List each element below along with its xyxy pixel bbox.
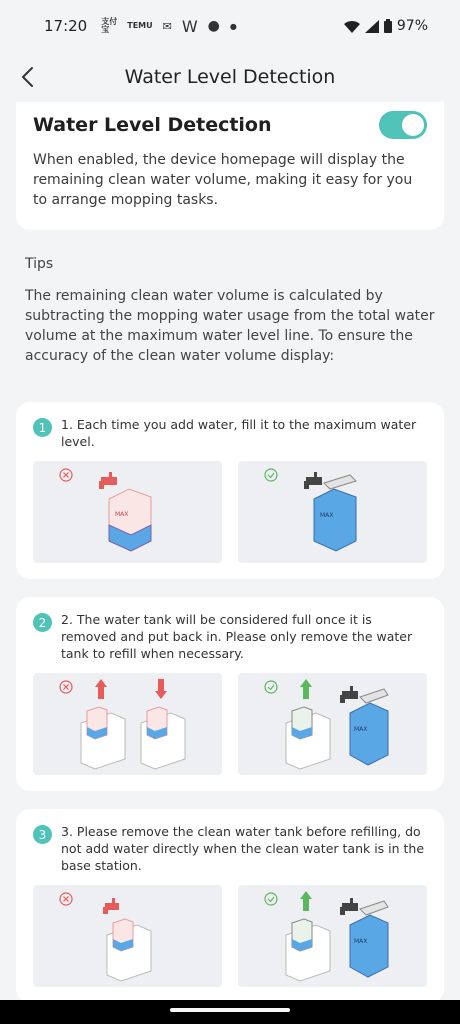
tips-label: Tips	[25, 256, 54, 272]
step-number: 1	[33, 418, 52, 437]
step-text: 3. Please remove the clean water tank before refilling, do not add water directly when the clean water tank is in the base station.	[61, 824, 425, 873]
water-tank	[350, 689, 388, 765]
water-tank	[109, 489, 151, 551]
cross-icon	[60, 681, 72, 693]
right-example-image	[238, 461, 427, 563]
step-card-2	[16, 597, 444, 791]
base-station	[81, 679, 125, 769]
step-number: 3	[33, 825, 52, 844]
app-header	[0, 52, 460, 102]
base-station	[107, 919, 151, 981]
status-time: 17:20	[44, 17, 88, 35]
cross-icon	[60, 893, 72, 905]
arrow-down-icon	[155, 679, 167, 699]
feature-description: When enabled, the device homepage will display the remaining clean water volume, making it easy for you to arrange mopping tasks.	[33, 152, 413, 208]
right-example-image	[238, 673, 427, 775]
w-app-icon: W	[181, 16, 198, 36]
svg-text:MAX: MAX	[115, 511, 129, 518]
wifi-icon	[344, 20, 360, 33]
signal-icon	[365, 20, 379, 33]
feature-card	[16, 102, 444, 230]
step-number: 2	[33, 613, 52, 632]
right-example-image	[238, 885, 427, 987]
arrow-up-icon	[300, 891, 312, 911]
chevron-left-icon	[20, 66, 34, 88]
notification-icons	[101, 17, 237, 36]
navigation-bar	[0, 1000, 460, 1024]
battery-icon	[384, 19, 392, 33]
mail-icon: ✉	[162, 19, 172, 33]
wrong-example-image	[33, 461, 222, 563]
base-station	[141, 679, 185, 769]
status-right	[344, 18, 428, 34]
check-icon	[265, 893, 277, 905]
back-button[interactable]	[12, 62, 42, 92]
tips-body: The remaining clean water volume is calculated by subtracting the mopping water usage from the total water volume at the maximum water level line. To ensure the accuracy of the clean water volume display:	[25, 288, 435, 364]
step-text: 2. The water tank will be considered full once it is removed and put back in. Please only remove the water tank to refill when necessary.	[61, 612, 413, 661]
feature-title: Water Level Detection	[33, 114, 272, 136]
faucet-icon	[103, 898, 119, 914]
step-card-1	[16, 402, 444, 579]
toggle-knob	[402, 114, 424, 136]
svg-text:MAX: MAX	[354, 938, 368, 945]
alipay-icon: 支付 宝	[101, 17, 118, 34]
svg-text:MAX: MAX	[320, 512, 334, 519]
home-gesture-handle[interactable]	[170, 1008, 290, 1012]
water-tank	[350, 901, 388, 977]
faucet-icon	[340, 898, 358, 915]
dot-icon: ●	[229, 21, 237, 31]
faucet-icon	[340, 686, 358, 703]
faucet-icon	[304, 472, 322, 489]
wrong-example-image	[33, 885, 222, 987]
water-level-toggle[interactable]	[379, 111, 427, 139]
step-card-3	[16, 809, 444, 1003]
page-title: Water Level Detection	[124, 66, 336, 88]
step-text: 1. Each time you add water, fill it to the maximum water level.	[61, 417, 417, 449]
arrow-up-icon	[95, 679, 107, 699]
check-icon	[265, 469, 277, 481]
wrong-example-image	[33, 673, 222, 775]
status-bar	[0, 0, 460, 52]
battery-percent: 97%	[396, 18, 428, 34]
arrow-up-icon	[300, 679, 312, 699]
base-station	[286, 679, 330, 769]
base-station	[286, 891, 330, 981]
bear-icon: ●	[207, 18, 220, 34]
check-icon	[265, 681, 277, 693]
faucet-icon	[99, 472, 117, 489]
water-tank	[314, 475, 356, 551]
cross-icon	[60, 469, 72, 481]
temu-icon: TEMU	[127, 21, 153, 30]
svg-text:MAX: MAX	[354, 726, 368, 733]
